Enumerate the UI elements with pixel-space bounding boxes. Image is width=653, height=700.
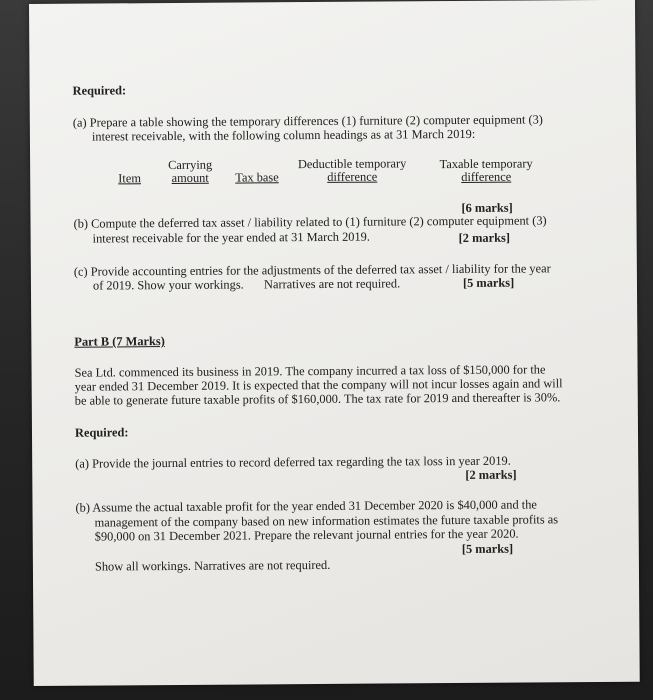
required-heading: Required:: [72, 83, 127, 98]
question-a-line2: interest receivable, with the following column headings as at 31 March 2019:: [91, 126, 476, 144]
question-b-line1: (b) Compute the deferred tax asset / liability related to (1) furniture (2) computer equipment (3): [73, 213, 547, 231]
part-b-question-a-line1: (a) Provide the journal entries to record deferred tax regarding the tax loss in year 2019.: [75, 453, 511, 471]
question-a-marks: [6 marks]: [461, 200, 513, 215]
part-b-question-b-line3: $90,000 on 31 December 2021. Prepare the relevant journal entries for the year 2020.: [94, 526, 519, 544]
part-b-para-line3: be able to generate future taxable profits of $160,000. The tax rate for 2019 and thereafter is 30%.: [74, 390, 561, 408]
column-header-tax-base: Tax base: [235, 170, 279, 185]
document-page: [29, 0, 640, 686]
part-b-heading: Part B (7 Marks): [74, 334, 165, 349]
question-b-line2: interest receivable for the year ended at 31 March 2019.: [92, 229, 370, 246]
column-header-carrying-line2: amount: [171, 170, 209, 186]
question-c-line2: of 2019. Show your workings.: [92, 277, 244, 293]
part-b-question-b-line2: management of the company based on new information estimates the future taxable profits as: [94, 512, 559, 530]
question-a-line1: (a) Prepare a table showing the temporary differences (1) furniture (2) computer equipment (3): [72, 112, 543, 130]
part-b-para-line1: Sea Ltd. commenced its business in 2019. The company incurred a tax loss of $150,000 for the: [74, 362, 546, 380]
part-b-required-heading: Required:: [74, 425, 129, 440]
question-c-line1: (c) Provide accounting entries for the adjustments of the deferred tax asset / liability for the year: [73, 261, 551, 279]
column-header-taxable-line1: Taxable temporary: [439, 156, 533, 172]
question-c-marks: [5 marks]: [462, 275, 515, 290]
part-b-para-line2: year ended 31 December 2019. It is expected that the company will not incur losses again and will: [74, 376, 563, 394]
part-b-question-b-line1: (b) Assume the actual taxable profit for the year ended 31 December 2020 is $40,000 and the: [75, 497, 537, 515]
column-header-carrying-line1: Carrying: [168, 157, 213, 173]
part-b-question-a-marks: [2 marks]: [465, 467, 517, 482]
part-b-workings-note: Show all workings. Narratives are not required.: [94, 557, 331, 574]
column-header-deductible-line1: Deductible temporary: [297, 156, 407, 172]
question-b-marks: [2 marks]: [458, 230, 510, 246]
column-header-taxable-line2: difference: [461, 169, 512, 184]
part-b-question-b-marks: [5 marks]: [461, 541, 514, 556]
column-header-item: Item: [118, 171, 141, 186]
column-header-deductible-line2: difference: [327, 169, 378, 184]
question-c-note: Narratives are not required.: [263, 276, 401, 292]
